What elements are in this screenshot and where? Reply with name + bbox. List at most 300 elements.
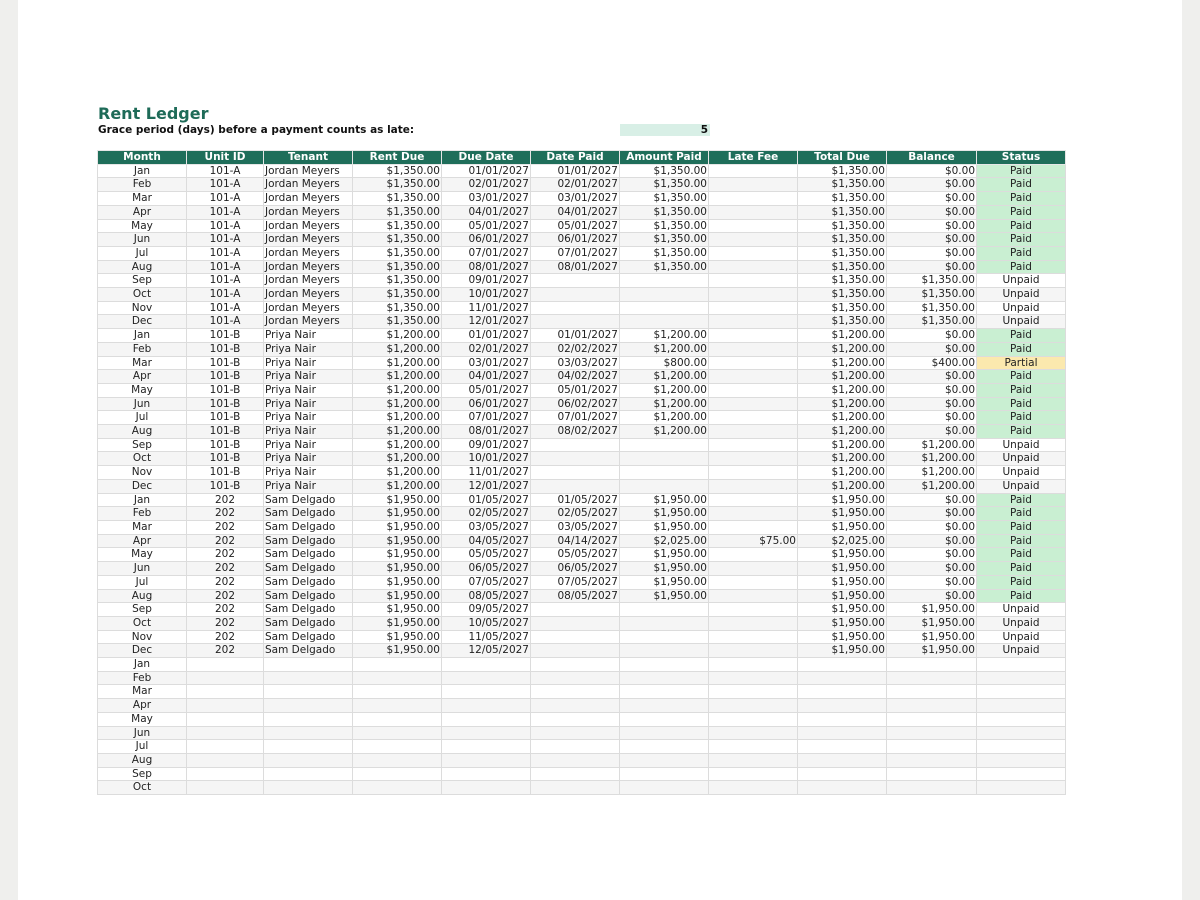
total-due-cell[interactable]: [798, 781, 887, 795]
due-date-cell[interactable]: [442, 767, 531, 781]
late-fee-cell[interactable]: [709, 246, 798, 260]
late-fee-cell[interactable]: [709, 438, 798, 452]
month-cell[interactable]: Sep: [98, 274, 187, 288]
rent-due-cell[interactable]: $1,200.00: [353, 452, 442, 466]
balance-cell[interactable]: $1,200.00: [887, 438, 977, 452]
rent-due-cell[interactable]: $1,200.00: [353, 425, 442, 439]
date-paid-cell[interactable]: [531, 616, 620, 630]
tenant-cell[interactable]: Jordan Meyers: [264, 233, 353, 247]
late-fee-cell[interactable]: [709, 644, 798, 658]
total-due-cell[interactable]: $1,350.00: [798, 219, 887, 233]
amount-paid-cell[interactable]: $1,950.00: [620, 562, 709, 576]
status-cell[interactable]: Unpaid: [977, 479, 1066, 493]
rent-due-cell[interactable]: $1,950.00: [353, 589, 442, 603]
date-paid-cell[interactable]: 03/03/2027: [531, 356, 620, 370]
status-cell[interactable]: Unpaid: [977, 616, 1066, 630]
total-due-cell[interactable]: [798, 671, 887, 685]
date-paid-cell[interactable]: 02/02/2027: [531, 342, 620, 356]
date-paid-cell[interactable]: 05/01/2027: [531, 219, 620, 233]
month-cell[interactable]: Apr: [98, 205, 187, 219]
late-fee-cell[interactable]: [709, 274, 798, 288]
tenant-cell[interactable]: Priya Nair: [264, 370, 353, 384]
balance-cell[interactable]: [887, 740, 977, 754]
rent-due-cell[interactable]: $1,950.00: [353, 493, 442, 507]
amount-paid-cell[interactable]: [620, 616, 709, 630]
tenant-cell[interactable]: Sam Delgado: [264, 548, 353, 562]
amount-paid-cell[interactable]: $1,350.00: [620, 205, 709, 219]
amount-paid-cell[interactable]: [620, 466, 709, 480]
balance-cell[interactable]: $0.00: [887, 383, 977, 397]
balance-cell[interactable]: [887, 712, 977, 726]
due-date-cell[interactable]: 11/05/2027: [442, 630, 531, 644]
amount-paid-cell[interactable]: $1,350.00: [620, 219, 709, 233]
tenant-cell[interactable]: Jordan Meyers: [264, 164, 353, 178]
tenant-cell[interactable]: [264, 685, 353, 699]
rent-due-cell[interactable]: $1,350.00: [353, 178, 442, 192]
due-date-cell[interactable]: 02/01/2027: [442, 342, 531, 356]
status-cell[interactable]: Paid: [977, 411, 1066, 425]
unit-id-cell[interactable]: 101-B: [187, 479, 264, 493]
tenant-cell[interactable]: Sam Delgado: [264, 589, 353, 603]
unit-id-cell[interactable]: 101-B: [187, 383, 264, 397]
total-due-cell[interactable]: $1,350.00: [798, 274, 887, 288]
amount-paid-cell[interactable]: [620, 644, 709, 658]
due-date-cell[interactable]: [442, 753, 531, 767]
late-fee-cell[interactable]: [709, 520, 798, 534]
date-paid-cell[interactable]: 05/05/2027: [531, 548, 620, 562]
balance-cell[interactable]: $1,350.00: [887, 301, 977, 315]
unit-id-cell[interactable]: 202: [187, 520, 264, 534]
tenant-cell[interactable]: [264, 671, 353, 685]
date-paid-cell[interactable]: [531, 740, 620, 754]
unit-id-cell[interactable]: 101-A: [187, 301, 264, 315]
total-due-cell[interactable]: $1,200.00: [798, 411, 887, 425]
due-date-cell[interactable]: [442, 781, 531, 795]
month-cell[interactable]: Jul: [98, 246, 187, 260]
unit-id-cell[interactable]: 101-B: [187, 356, 264, 370]
amount-paid-cell[interactable]: [620, 726, 709, 740]
status-cell[interactable]: Partial: [977, 356, 1066, 370]
rent-due-cell[interactable]: [353, 753, 442, 767]
rent-due-cell[interactable]: $1,950.00: [353, 616, 442, 630]
balance-cell[interactable]: [887, 658, 977, 672]
month-cell[interactable]: Jan: [98, 164, 187, 178]
status-cell[interactable]: Unpaid: [977, 644, 1066, 658]
due-date-cell[interactable]: 05/05/2027: [442, 548, 531, 562]
balance-cell[interactable]: $1,200.00: [887, 466, 977, 480]
date-paid-cell[interactable]: 04/01/2027: [531, 205, 620, 219]
status-cell[interactable]: Unpaid: [977, 301, 1066, 315]
balance-cell[interactable]: $0.00: [887, 397, 977, 411]
balance-cell[interactable]: $1,350.00: [887, 274, 977, 288]
unit-id-cell[interactable]: 202: [187, 534, 264, 548]
rent-due-cell[interactable]: $1,350.00: [353, 164, 442, 178]
month-cell[interactable]: Apr: [98, 699, 187, 713]
date-paid-cell[interactable]: 02/01/2027: [531, 178, 620, 192]
tenant-cell[interactable]: Sam Delgado: [264, 562, 353, 576]
tenant-cell[interactable]: Priya Nair: [264, 397, 353, 411]
unit-id-cell[interactable]: [187, 767, 264, 781]
status-cell[interactable]: Paid: [977, 589, 1066, 603]
late-fee-cell[interactable]: [709, 493, 798, 507]
late-fee-cell[interactable]: [709, 507, 798, 521]
rent-due-cell[interactable]: [353, 671, 442, 685]
amount-paid-cell[interactable]: $1,350.00: [620, 260, 709, 274]
unit-id-cell[interactable]: 101-A: [187, 205, 264, 219]
late-fee-cell[interactable]: [709, 397, 798, 411]
balance-cell[interactable]: $1,350.00: [887, 288, 977, 302]
column-header[interactable]: Balance: [887, 151, 977, 165]
tenant-cell[interactable]: Priya Nair: [264, 466, 353, 480]
due-date-cell[interactable]: 03/01/2027: [442, 192, 531, 206]
column-header[interactable]: Total Due: [798, 151, 887, 165]
status-cell[interactable]: [977, 781, 1066, 795]
rent-due-cell[interactable]: [353, 699, 442, 713]
date-paid-cell[interactable]: 07/01/2027: [531, 411, 620, 425]
tenant-cell[interactable]: Jordan Meyers: [264, 288, 353, 302]
date-paid-cell[interactable]: 08/02/2027: [531, 425, 620, 439]
status-cell[interactable]: [977, 671, 1066, 685]
rent-due-cell[interactable]: $1,350.00: [353, 219, 442, 233]
late-fee-cell[interactable]: [709, 370, 798, 384]
status-cell[interactable]: [977, 658, 1066, 672]
tenant-cell[interactable]: [264, 767, 353, 781]
unit-id-cell[interactable]: [187, 726, 264, 740]
unit-id-cell[interactable]: 101-B: [187, 411, 264, 425]
status-cell[interactable]: Paid: [977, 548, 1066, 562]
balance-cell[interactable]: $400.00: [887, 356, 977, 370]
unit-id-cell[interactable]: 101-A: [187, 288, 264, 302]
unit-id-cell[interactable]: 101-B: [187, 452, 264, 466]
balance-cell[interactable]: $0.00: [887, 260, 977, 274]
late-fee-cell[interactable]: [709, 411, 798, 425]
date-paid-cell[interactable]: 01/01/2027: [531, 329, 620, 343]
date-paid-cell[interactable]: [531, 479, 620, 493]
amount-paid-cell[interactable]: $1,950.00: [620, 589, 709, 603]
unit-id-cell[interactable]: 101-B: [187, 425, 264, 439]
late-fee-cell[interactable]: [709, 383, 798, 397]
status-cell[interactable]: Paid: [977, 397, 1066, 411]
amount-paid-cell[interactable]: [620, 288, 709, 302]
balance-cell[interactable]: [887, 781, 977, 795]
late-fee-cell[interactable]: [709, 164, 798, 178]
late-fee-cell[interactable]: [709, 712, 798, 726]
rent-due-cell[interactable]: $1,950.00: [353, 562, 442, 576]
month-cell[interactable]: Nov: [98, 630, 187, 644]
month-cell[interactable]: Jul: [98, 740, 187, 754]
total-due-cell[interactable]: [798, 712, 887, 726]
rent-due-cell[interactable]: $1,950.00: [353, 534, 442, 548]
tenant-cell[interactable]: [264, 726, 353, 740]
date-paid-cell[interactable]: [531, 644, 620, 658]
balance-cell[interactable]: [887, 753, 977, 767]
balance-cell[interactable]: $0.00: [887, 233, 977, 247]
amount-paid-cell[interactable]: [620, 767, 709, 781]
late-fee-cell[interactable]: [709, 575, 798, 589]
status-cell[interactable]: Unpaid: [977, 288, 1066, 302]
tenant-cell[interactable]: Sam Delgado: [264, 616, 353, 630]
unit-id-cell[interactable]: 202: [187, 575, 264, 589]
balance-cell[interactable]: $0.00: [887, 575, 977, 589]
month-cell[interactable]: Dec: [98, 479, 187, 493]
total-due-cell[interactable]: [798, 658, 887, 672]
amount-paid-cell[interactable]: $800.00: [620, 356, 709, 370]
amount-paid-cell[interactable]: $1,950.00: [620, 493, 709, 507]
date-paid-cell[interactable]: [531, 630, 620, 644]
due-date-cell[interactable]: 12/01/2027: [442, 479, 531, 493]
month-cell[interactable]: Mar: [98, 356, 187, 370]
amount-paid-cell[interactable]: [620, 753, 709, 767]
rent-due-cell[interactable]: $1,200.00: [353, 397, 442, 411]
late-fee-cell[interactable]: [709, 452, 798, 466]
due-date-cell[interactable]: 10/05/2027: [442, 616, 531, 630]
tenant-cell[interactable]: Jordan Meyers: [264, 315, 353, 329]
due-date-cell[interactable]: 01/05/2027: [442, 493, 531, 507]
date-paid-cell[interactable]: [531, 603, 620, 617]
unit-id-cell[interactable]: 202: [187, 616, 264, 630]
total-due-cell[interactable]: $1,200.00: [798, 356, 887, 370]
rent-due-cell[interactable]: $1,200.00: [353, 329, 442, 343]
late-fee-cell[interactable]: [709, 479, 798, 493]
due-date-cell[interactable]: 06/01/2027: [442, 233, 531, 247]
month-cell[interactable]: Feb: [98, 671, 187, 685]
due-date-cell[interactable]: 12/01/2027: [442, 315, 531, 329]
column-header[interactable]: Rent Due: [353, 151, 442, 165]
status-cell[interactable]: Paid: [977, 342, 1066, 356]
total-due-cell[interactable]: $1,200.00: [798, 370, 887, 384]
total-due-cell[interactable]: $1,950.00: [798, 616, 887, 630]
unit-id-cell[interactable]: 101-A: [187, 164, 264, 178]
date-paid-cell[interactable]: [531, 685, 620, 699]
total-due-cell[interactable]: $1,350.00: [798, 164, 887, 178]
unit-id-cell[interactable]: 101-B: [187, 370, 264, 384]
late-fee-cell[interactable]: [709, 288, 798, 302]
status-cell[interactable]: Paid: [977, 246, 1066, 260]
tenant-cell[interactable]: Sam Delgado: [264, 644, 353, 658]
total-due-cell[interactable]: [798, 753, 887, 767]
total-due-cell[interactable]: $1,200.00: [798, 479, 887, 493]
total-due-cell[interactable]: $1,950.00: [798, 520, 887, 534]
late-fee-cell[interactable]: [709, 753, 798, 767]
amount-paid-cell[interactable]: [620, 438, 709, 452]
status-cell[interactable]: Paid: [977, 260, 1066, 274]
date-paid-cell[interactable]: [531, 438, 620, 452]
status-cell[interactable]: [977, 740, 1066, 754]
column-header[interactable]: Status: [977, 151, 1066, 165]
month-cell[interactable]: May: [98, 712, 187, 726]
status-cell[interactable]: Unpaid: [977, 452, 1066, 466]
date-paid-cell[interactable]: 06/05/2027: [531, 562, 620, 576]
unit-id-cell[interactable]: 101-A: [187, 178, 264, 192]
unit-id-cell[interactable]: 101-B: [187, 342, 264, 356]
balance-cell[interactable]: $1,950.00: [887, 644, 977, 658]
tenant-cell[interactable]: [264, 712, 353, 726]
late-fee-cell[interactable]: [709, 301, 798, 315]
total-due-cell[interactable]: [798, 699, 887, 713]
status-cell[interactable]: [977, 685, 1066, 699]
date-paid-cell[interactable]: 06/02/2027: [531, 397, 620, 411]
column-header[interactable]: Date Paid: [531, 151, 620, 165]
status-cell[interactable]: Paid: [977, 164, 1066, 178]
balance-cell[interactable]: $1,200.00: [887, 452, 977, 466]
status-cell[interactable]: Unpaid: [977, 630, 1066, 644]
total-due-cell[interactable]: [798, 740, 887, 754]
balance-cell[interactable]: $0.00: [887, 520, 977, 534]
total-due-cell[interactable]: $1,950.00: [798, 562, 887, 576]
balance-cell[interactable]: $0.00: [887, 178, 977, 192]
unit-id-cell[interactable]: 101-B: [187, 329, 264, 343]
balance-cell[interactable]: $0.00: [887, 370, 977, 384]
date-paid-cell[interactable]: 08/01/2027: [531, 260, 620, 274]
date-paid-cell[interactable]: 05/01/2027: [531, 383, 620, 397]
rent-due-cell[interactable]: $1,350.00: [353, 288, 442, 302]
date-paid-cell[interactable]: [531, 274, 620, 288]
amount-paid-cell[interactable]: $1,200.00: [620, 411, 709, 425]
rent-due-cell[interactable]: $1,950.00: [353, 507, 442, 521]
rent-due-cell[interactable]: $1,200.00: [353, 438, 442, 452]
tenant-cell[interactable]: Priya Nair: [264, 342, 353, 356]
due-date-cell[interactable]: 04/01/2027: [442, 370, 531, 384]
tenant-cell[interactable]: Priya Nair: [264, 479, 353, 493]
tenant-cell[interactable]: Jordan Meyers: [264, 205, 353, 219]
total-due-cell[interactable]: $1,200.00: [798, 397, 887, 411]
amount-paid-cell[interactable]: $1,350.00: [620, 178, 709, 192]
late-fee-cell[interactable]: [709, 603, 798, 617]
rent-due-cell[interactable]: $1,950.00: [353, 548, 442, 562]
total-due-cell[interactable]: $1,950.00: [798, 548, 887, 562]
unit-id-cell[interactable]: [187, 699, 264, 713]
date-paid-cell[interactable]: 04/02/2027: [531, 370, 620, 384]
status-cell[interactable]: Paid: [977, 383, 1066, 397]
rent-due-cell[interactable]: $1,200.00: [353, 411, 442, 425]
amount-paid-cell[interactable]: [620, 315, 709, 329]
balance-cell[interactable]: $1,950.00: [887, 630, 977, 644]
date-paid-cell[interactable]: [531, 466, 620, 480]
amount-paid-cell[interactable]: $1,200.00: [620, 342, 709, 356]
unit-id-cell[interactable]: 202: [187, 548, 264, 562]
amount-paid-cell[interactable]: [620, 452, 709, 466]
status-cell[interactable]: Paid: [977, 493, 1066, 507]
balance-cell[interactable]: $1,350.00: [887, 315, 977, 329]
rent-due-cell[interactable]: [353, 726, 442, 740]
column-header[interactable]: Due Date: [442, 151, 531, 165]
due-date-cell[interactable]: 09/01/2027: [442, 274, 531, 288]
rent-due-cell[interactable]: [353, 685, 442, 699]
status-cell[interactable]: [977, 712, 1066, 726]
due-date-cell[interactable]: [442, 671, 531, 685]
date-paid-cell[interactable]: 01/05/2027: [531, 493, 620, 507]
due-date-cell[interactable]: 06/05/2027: [442, 562, 531, 576]
late-fee-cell[interactable]: [709, 466, 798, 480]
late-fee-cell[interactable]: [709, 192, 798, 206]
total-due-cell[interactable]: $1,950.00: [798, 493, 887, 507]
tenant-cell[interactable]: Priya Nair: [264, 452, 353, 466]
date-paid-cell[interactable]: 07/05/2027: [531, 575, 620, 589]
balance-cell[interactable]: $0.00: [887, 493, 977, 507]
amount-paid-cell[interactable]: $1,950.00: [620, 575, 709, 589]
month-cell[interactable]: Dec: [98, 315, 187, 329]
balance-cell[interactable]: $0.00: [887, 342, 977, 356]
amount-paid-cell[interactable]: [620, 699, 709, 713]
balance-cell[interactable]: $0.00: [887, 246, 977, 260]
rent-due-cell[interactable]: [353, 767, 442, 781]
amount-paid-cell[interactable]: $1,350.00: [620, 164, 709, 178]
due-date-cell[interactable]: 08/05/2027: [442, 589, 531, 603]
date-paid-cell[interactable]: 08/05/2027: [531, 589, 620, 603]
status-cell[interactable]: Paid: [977, 219, 1066, 233]
tenant-cell[interactable]: Sam Delgado: [264, 575, 353, 589]
date-paid-cell[interactable]: 04/14/2027: [531, 534, 620, 548]
due-date-cell[interactable]: 09/01/2027: [442, 438, 531, 452]
balance-cell[interactable]: $1,200.00: [887, 479, 977, 493]
date-paid-cell[interactable]: [531, 288, 620, 302]
total-due-cell[interactable]: [798, 685, 887, 699]
balance-cell[interactable]: $0.00: [887, 164, 977, 178]
status-cell[interactable]: Paid: [977, 425, 1066, 439]
due-date-cell[interactable]: 01/01/2027: [442, 329, 531, 343]
unit-id-cell[interactable]: 202: [187, 644, 264, 658]
late-fee-cell[interactable]: [709, 658, 798, 672]
amount-paid-cell[interactable]: [620, 658, 709, 672]
amount-paid-cell[interactable]: $1,200.00: [620, 329, 709, 343]
unit-id-cell[interactable]: [187, 671, 264, 685]
column-header[interactable]: Unit ID: [187, 151, 264, 165]
balance-cell[interactable]: $0.00: [887, 534, 977, 548]
balance-cell[interactable]: $0.00: [887, 411, 977, 425]
late-fee-cell[interactable]: [709, 219, 798, 233]
rent-due-cell[interactable]: [353, 658, 442, 672]
month-cell[interactable]: Feb: [98, 178, 187, 192]
rent-due-cell[interactable]: $1,350.00: [353, 205, 442, 219]
late-fee-cell[interactable]: [709, 233, 798, 247]
date-paid-cell[interactable]: 03/05/2027: [531, 520, 620, 534]
due-date-cell[interactable]: 11/01/2027: [442, 301, 531, 315]
status-cell[interactable]: Paid: [977, 178, 1066, 192]
tenant-cell[interactable]: Jordan Meyers: [264, 301, 353, 315]
date-paid-cell[interactable]: [531, 452, 620, 466]
tenant-cell[interactable]: [264, 699, 353, 713]
rent-due-cell[interactable]: [353, 712, 442, 726]
tenant-cell[interactable]: Priya Nair: [264, 356, 353, 370]
tenant-cell[interactable]: Sam Delgado: [264, 507, 353, 521]
status-cell[interactable]: Paid: [977, 192, 1066, 206]
due-date-cell[interactable]: [442, 685, 531, 699]
total-due-cell[interactable]: $1,350.00: [798, 301, 887, 315]
status-cell[interactable]: Paid: [977, 534, 1066, 548]
balance-cell[interactable]: $0.00: [887, 205, 977, 219]
status-cell[interactable]: [977, 699, 1066, 713]
amount-paid-cell[interactable]: $1,200.00: [620, 425, 709, 439]
rent-due-cell[interactable]: [353, 740, 442, 754]
amount-paid-cell[interactable]: $2,025.00: [620, 534, 709, 548]
unit-id-cell[interactable]: [187, 781, 264, 795]
month-cell[interactable]: May: [98, 383, 187, 397]
status-cell[interactable]: Paid: [977, 520, 1066, 534]
rent-due-cell[interactable]: [353, 781, 442, 795]
amount-paid-cell[interactable]: $1,950.00: [620, 520, 709, 534]
grace-period-input[interactable]: 5: [620, 124, 710, 136]
month-cell[interactable]: Aug: [98, 753, 187, 767]
late-fee-cell[interactable]: $75.00: [709, 534, 798, 548]
balance-cell[interactable]: [887, 726, 977, 740]
amount-paid-cell[interactable]: [620, 603, 709, 617]
month-cell[interactable]: Sep: [98, 767, 187, 781]
amount-paid-cell[interactable]: $1,950.00: [620, 548, 709, 562]
total-due-cell[interactable]: $2,025.00: [798, 534, 887, 548]
status-cell[interactable]: Paid: [977, 562, 1066, 576]
total-due-cell[interactable]: $1,350.00: [798, 246, 887, 260]
rent-due-cell[interactable]: $1,950.00: [353, 575, 442, 589]
